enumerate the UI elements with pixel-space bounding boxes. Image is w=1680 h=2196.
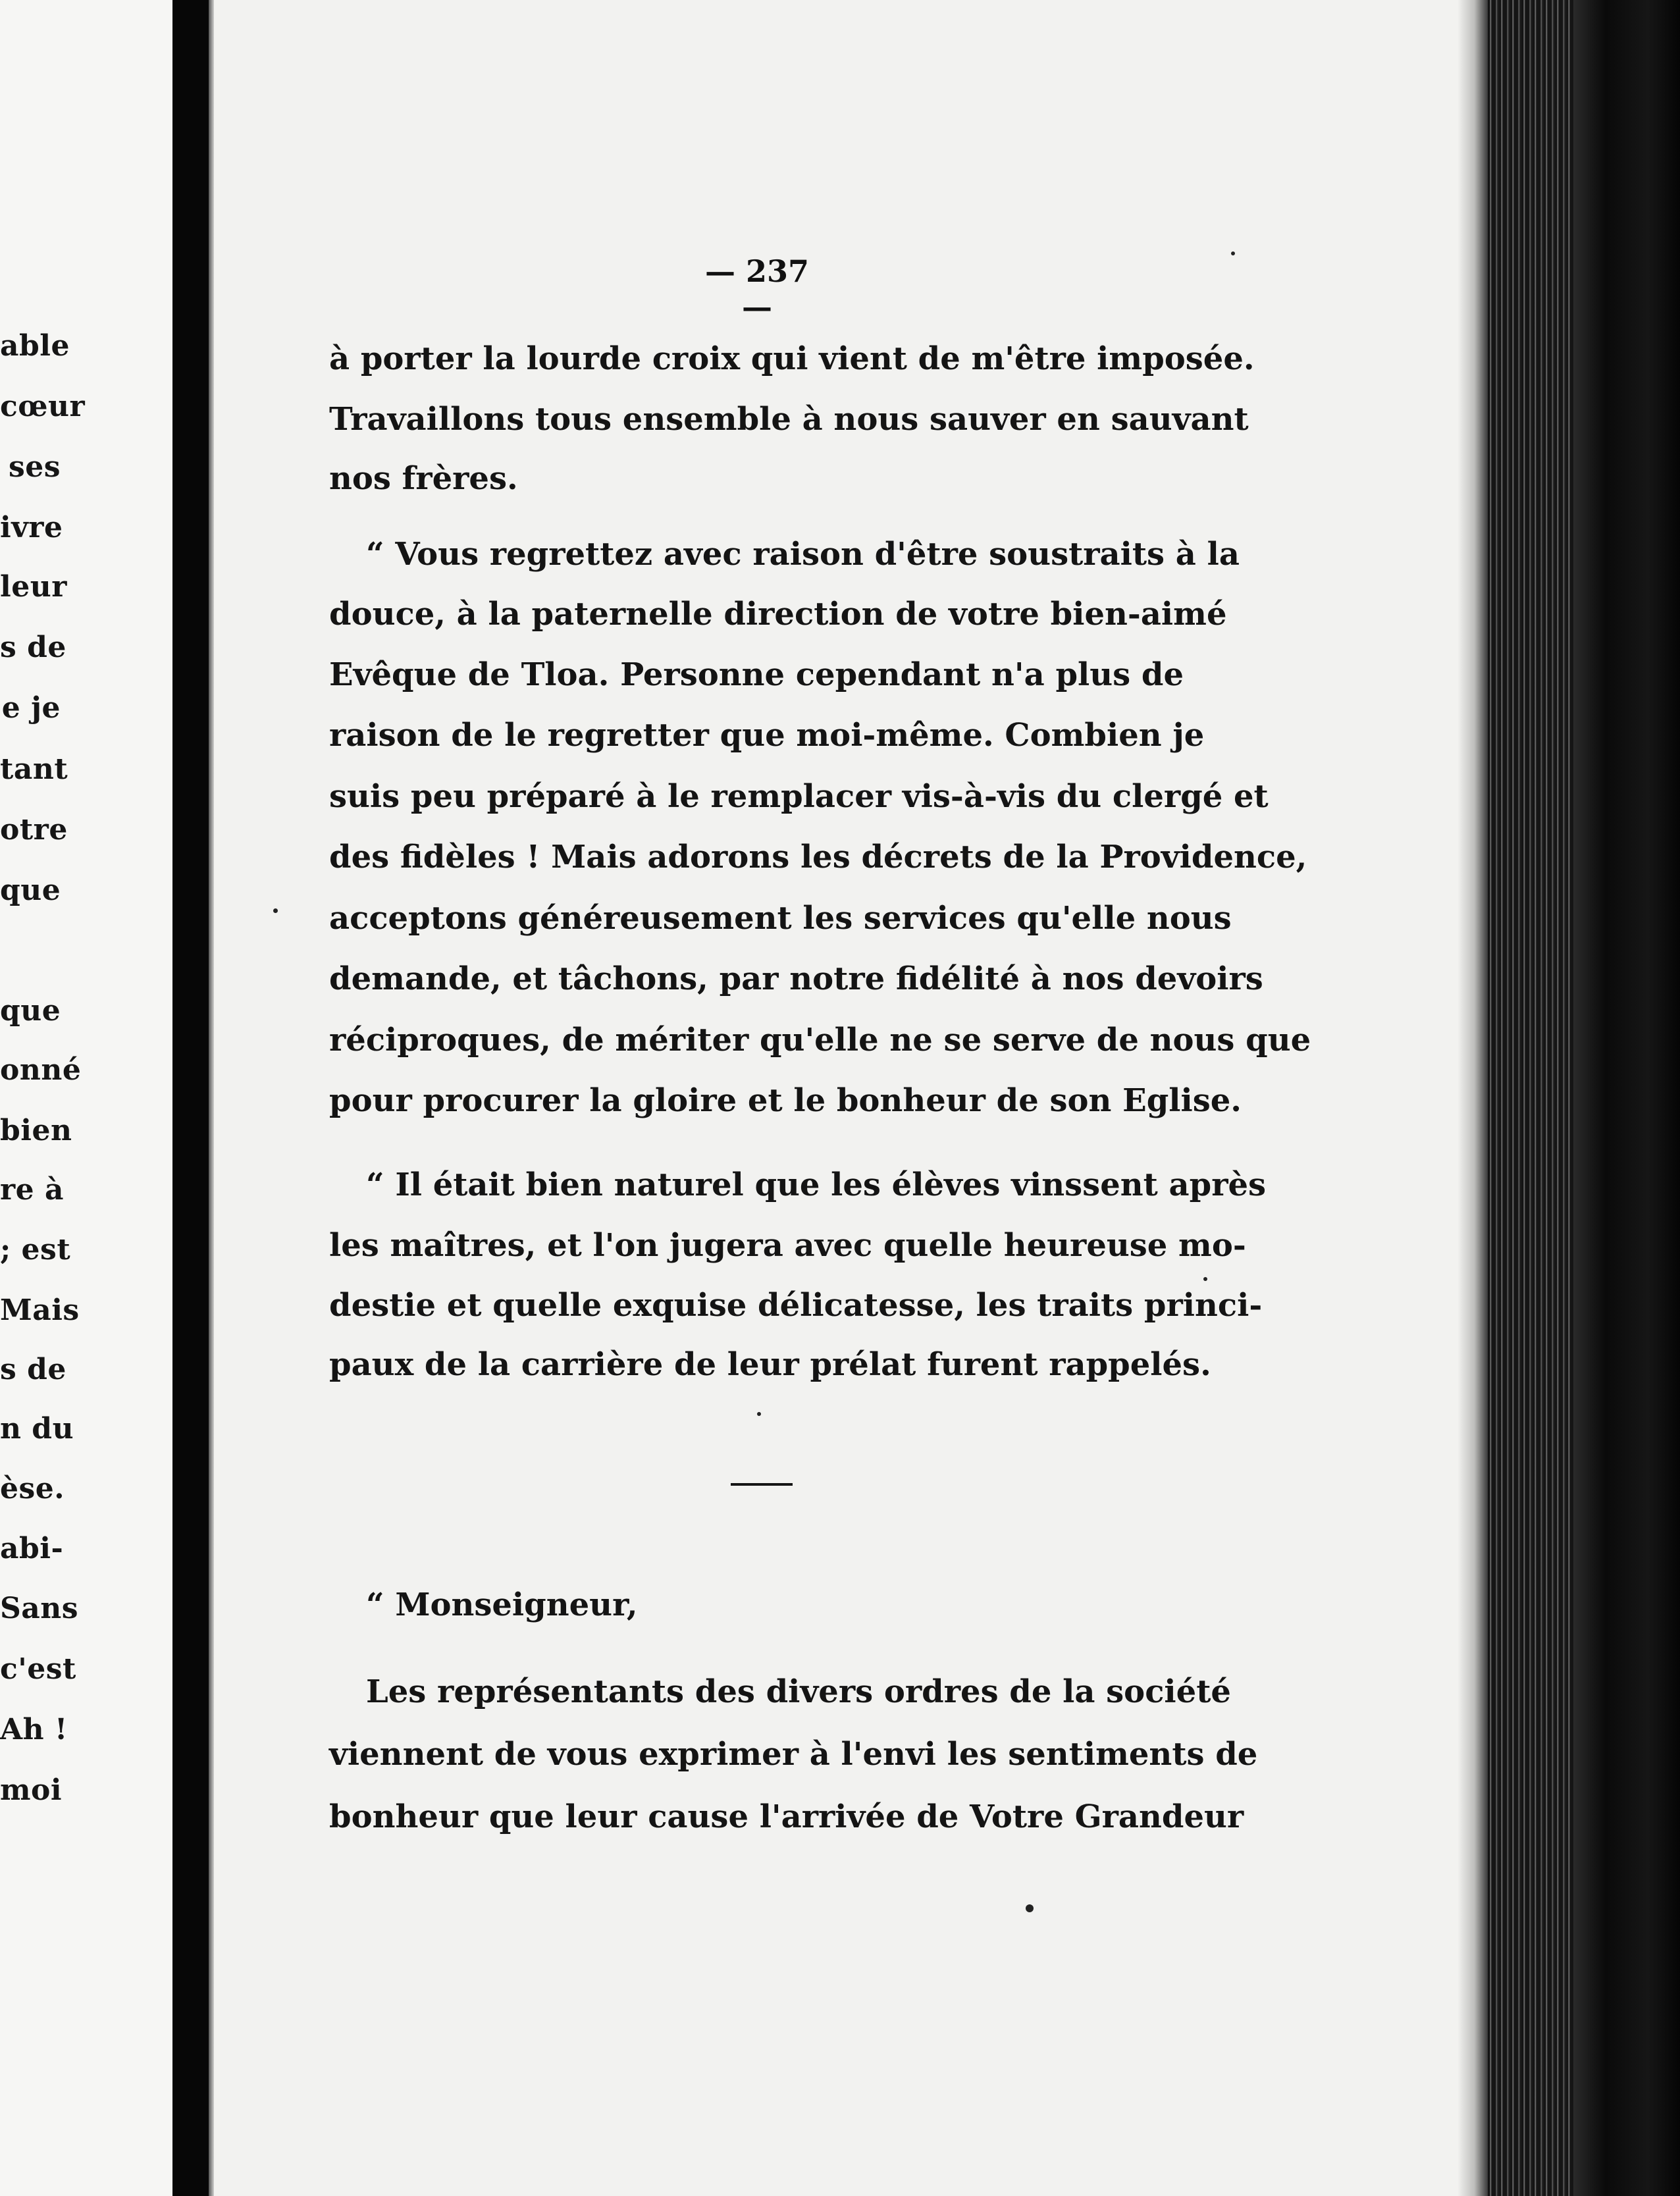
text-line: Evêque de Tloa. Personne cependant n'a plus de [329, 656, 1184, 693]
left-page-fragment: otre [0, 813, 68, 847]
text-line: les maîtres, et l'on jugera avec quelle heureuse mo- [329, 1227, 1246, 1264]
left-page-fragment: Ah ! [0, 1713, 68, 1746]
left-page-fragment: ses [8, 450, 61, 484]
text-line: des fidèles ! Mais adorons les décrets de la Providence, [329, 839, 1307, 876]
left-page-fragment: ivre [0, 511, 63, 544]
left-page-fragment: s de [0, 1353, 66, 1386]
salutation-line: “ Monseigneur, [366, 1586, 638, 1623]
text-line: réciproques, de mériter qu'elle ne se serve de nous que [329, 1022, 1311, 1059]
text-line: pour procurer la gloire et le bonheur de son Eglise. [329, 1082, 1242, 1119]
text-line: “ Il était bien naturel que les élèves vinssent après [366, 1166, 1267, 1203]
text-line: demande, et tâchons, par notre fidélité à nos devoirs [329, 960, 1263, 997]
section-divider-rule [731, 1483, 793, 1486]
left-page-fragment: que [0, 874, 61, 907]
text-line: bonheur que leur cause l'arrivée de Votre Grandeur [329, 1798, 1244, 1835]
left-page-fragment: onné [0, 1053, 82, 1087]
page-number: — 237 — [704, 253, 810, 325]
text-line: paux de la carrière de leur prélat furent rappelés. [329, 1346, 1211, 1383]
text-line: raison de le regretter que moi-même. Combien je [329, 717, 1205, 754]
text-line: à porter la lourde croix qui vient de m'être imposée. [329, 340, 1255, 377]
text-line: douce, à la paternelle direction de votre bien-aimé [329, 596, 1227, 633]
fore-edge-dark [1573, 0, 1680, 2196]
text-line: Travaillons tous ensemble à nous sauver en sauvant [329, 401, 1249, 438]
left-page-fragment: re à [0, 1173, 65, 1207]
text-line: acceptons généreusement les services qu'elle nous [329, 900, 1232, 937]
gutter-shadow [209, 0, 214, 2196]
left-page-fragment: ; est [0, 1233, 71, 1267]
left-page-fragment: Sans [0, 1592, 79, 1625]
left-page-fragment: moi [0, 1773, 63, 1807]
text-line: viennent de vous exprimer à l'envi les sentiments de [329, 1736, 1258, 1773]
left-page [0, 0, 172, 2196]
left-page-fragment: tant [0, 752, 68, 786]
book-gutter [172, 0, 209, 2196]
text-line: suis peu préparé à le remplacer vis-à-vis du clergé et [329, 778, 1269, 815]
fore-edge-highlight [1458, 0, 1488, 2196]
left-page-fragment: s de [0, 631, 66, 664]
left-page-fragment: abi- [0, 1532, 64, 1565]
left-page-fragment: e je [1, 691, 61, 725]
left-page-fragment: Mais [0, 1294, 80, 1327]
left-page-fragment: bien [0, 1114, 72, 1147]
text-line: “ Vous regrettez avec raison d'être soustraits à la [366, 536, 1240, 573]
left-page-fragment: cœur [0, 390, 86, 423]
text-line: Les représentants des divers ordres de la société [366, 1673, 1231, 1710]
text-line: nos frères. [329, 460, 518, 497]
left-page-fragment: n du [0, 1412, 74, 1446]
left-page-fragment: c'est [0, 1652, 76, 1686]
ink-speck [273, 908, 278, 913]
text-line: destie et quelle exquise délicatesse, les traits princi- [329, 1287, 1263, 1324]
ink-speck [1026, 1904, 1034, 1912]
left-page-fragment: able [0, 329, 70, 363]
ink-speck [1203, 1277, 1207, 1281]
left-page-fragment: leur [0, 570, 67, 604]
left-page-fragment: que [0, 994, 61, 1028]
ink-speck [757, 1412, 761, 1416]
ink-speck [1231, 251, 1235, 255]
left-page-fragment: èse. [0, 1472, 65, 1505]
